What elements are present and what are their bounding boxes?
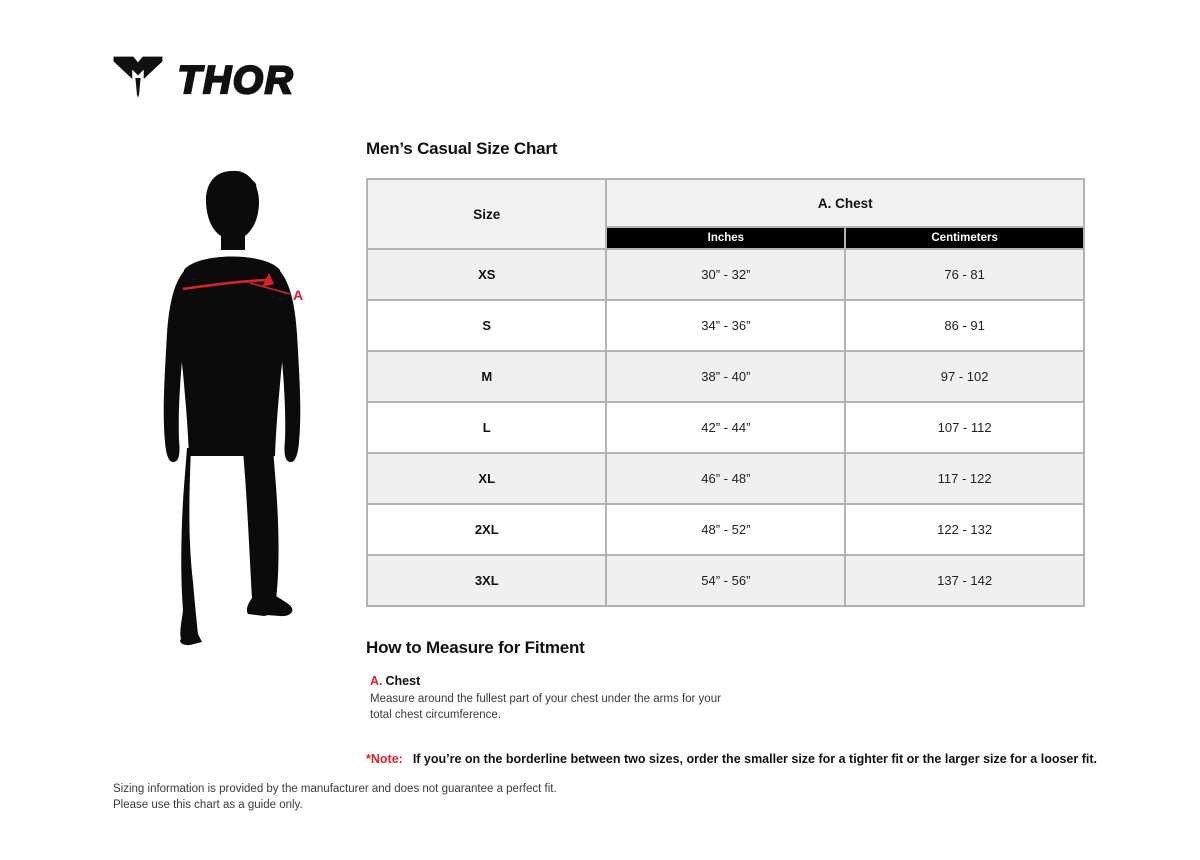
size-cell: M [367,351,606,402]
table-header-row [367,179,1084,227]
size-chart-table [366,178,1085,607]
inches-cell: 30” - 32” [606,249,845,300]
cm-cell: 86 - 91 [845,300,1084,351]
table-row [367,249,1084,300]
how-to-measure-title: How to Measure for Fitment [366,638,585,657]
table-row [367,351,1084,402]
size-cell: XL [367,453,606,504]
measure-item-label: Chest [385,674,421,688]
thor-horns-icon [112,54,164,104]
centimeters-column-header: Centimeters [845,227,1084,249]
cm-cell: 122 - 132 [845,504,1084,555]
size-cell: 3XL [367,555,606,606]
table-row [367,555,1084,606]
page-title: Men’s Casual Size Chart [366,139,558,158]
thor-logo [112,54,349,104]
disclaimer-line-2: Please use this chart as a guide only. [113,798,303,811]
cm-cell: 107 - 112 [845,402,1084,453]
measure-item-chest [370,674,750,723]
cm-cell: 97 - 102 [845,351,1084,402]
size-column-header: Size [367,179,606,249]
size-cell: 2XL [367,504,606,555]
disclaimer-line-1: Sizing information is provided by the manufacturer and does not guarantee a perfect fit. [113,783,557,795]
cm-cell: 117 - 122 [845,453,1084,504]
measure-item-key: A. [370,674,383,688]
inches-cell: 46” - 48” [606,453,845,504]
size-cell: XS [367,249,606,300]
sizing-note [366,752,1097,766]
measure-item-description: Measure around the fullest part of your chest under the arms for your total chest circumference. [370,693,721,721]
inches-cell: 42” - 44” [606,402,845,453]
chest-group-header: A. Chest [606,179,1084,227]
inches-cell: 34” - 36” [606,300,845,351]
measure-item-heading [370,674,750,688]
table-row [367,504,1084,555]
disclaimer-footer [113,782,557,813]
measurement-figure [150,168,315,648]
male-silhouette [150,168,315,648]
table-row [367,402,1084,453]
brand-name-text: THOR [177,58,295,102]
size-cell: S [367,300,606,351]
note-text: If you’re on the borderline between two sizes, order the smaller size for a tighter fit or the larger size for a looser fit. [412,752,1097,766]
cm-cell: 76 - 81 [845,249,1084,300]
inches-cell: 54” - 56” [606,555,845,606]
cm-cell: 137 - 142 [845,555,1084,606]
thor-wordmark [174,56,349,102]
inches-column-header: Inches [606,227,845,249]
chest-marker-label: A [293,287,304,303]
size-cell: L [367,402,606,453]
table-row [367,300,1084,351]
note-label: *Note: [366,752,403,766]
inches-cell: 48” - 52” [606,504,845,555]
table-row [367,453,1084,504]
inches-cell: 38” - 40” [606,351,845,402]
